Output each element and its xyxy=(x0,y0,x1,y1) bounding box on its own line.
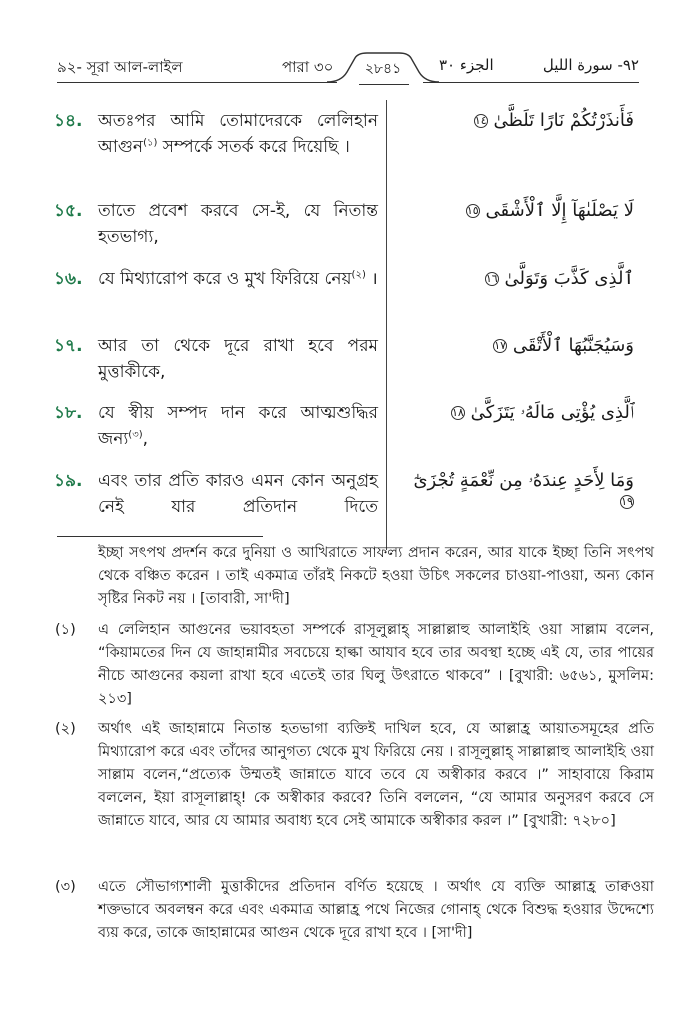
arabic-text: فَأَنذَرْتُكُمْ نَارًا تَلَظَّىٰ xyxy=(493,110,634,131)
verse-19-arabic xyxy=(404,470,634,512)
verse-text: যে স্বীয় সম্পদ দান করে আত্মশুদ্ধির জন্য xyxy=(98,403,378,449)
footnote-ref[interactable]: (৩) xyxy=(128,429,143,441)
verse-number: ১৭. xyxy=(54,336,83,356)
header-rule-right xyxy=(423,82,639,83)
verse-text-tail: সম্পর্কে সতর্ক করে দিয়েছি । xyxy=(157,137,350,157)
juz-label-arabic: الجزء ٣٠ xyxy=(439,56,494,74)
verse-text: অতঃপর আমি তোমাদেরকে লেলিহান আগুন xyxy=(98,111,378,157)
ayah-end-icon: ١٧ xyxy=(494,339,507,352)
surah-title-bengali: ৯২- সূরা আল-লাইল xyxy=(57,58,183,76)
verse-translation xyxy=(98,266,378,292)
arabic-text: لَا يَصْلَىٰهَآ إِلَّا ٱلْأَشْقَى xyxy=(485,200,634,221)
footnote-text: এ লেলিহান আগুনের ভয়াবহতা সম্পর্কে রাসূলুল্লাহ্ সাল্লাল্লাহু আলাইহি ওয়া সাল্লাম বলেন, “কিয়ামতের দিন যে জাহান্নামীর সবচেয়ে হাল্কা আযাব হবে তার অবস্থা হচ্ছে এই যে, তার পায়ের নীচে আগুনের কয়লা রাখা হবে এতেই তার ঘিলু উৎরাতে থাকবে” । [বুখারী: ৬৫৬১, মুসলিম: ২১৩] xyxy=(98,622,654,707)
verse-text-tail: , xyxy=(142,429,149,449)
verse-text: এবং তার প্রতি কারও এমন কোন অনুগ্রহ নেই যার প্রতিদান দিতে xyxy=(98,471,378,517)
verse-18-arabic xyxy=(404,402,634,423)
verse-text: আর তা থেকে দূরে রাখা হবে পরম মুত্তাকীকে, xyxy=(98,336,378,382)
header-rule-left xyxy=(57,82,337,83)
arabic-text: وَمَا لِأَحَدٍ عِندَهُۥ مِن نِّعْمَةٍ تُجْزَىٰٓ xyxy=(413,470,634,491)
verse-15-arabic xyxy=(404,200,634,221)
ayah-end-icon: ١٨ xyxy=(452,406,464,419)
ayah-end-icon: ١٥ xyxy=(466,204,479,217)
verse-text: যে মিথ্যারোপ করে ও মুখ ফিরিয়ে নেয় xyxy=(98,269,352,289)
verse-number: ১৯. xyxy=(54,471,83,491)
footnote-number: (১) xyxy=(55,622,76,638)
footnote-number: (৩) xyxy=(55,879,76,895)
column-divider xyxy=(386,100,387,550)
footnote-ref[interactable]: (২) xyxy=(351,269,366,281)
verse-14-arabic xyxy=(404,110,634,131)
verse-number: ১৬. xyxy=(54,269,83,289)
arabic-text: ٱلَّذِى يُؤْتِى مَالَهُۥ يَتَزَكَّىٰ xyxy=(470,402,634,423)
verse-16-arabic xyxy=(404,268,634,289)
para-label: পারা ৩০ xyxy=(282,58,334,76)
verse-translation xyxy=(98,400,378,452)
verse-text-tail: । xyxy=(365,269,378,289)
verse-number: ১৪. xyxy=(54,111,83,131)
footnote-separator xyxy=(57,536,263,537)
page-header xyxy=(57,50,639,90)
surah-title-arabic: ٩٢- سورة الليل xyxy=(542,56,639,74)
arabic-text: وَسَيُجَنَّبُهَا ٱلْأَتْقَى xyxy=(512,335,634,356)
verse-number: ১৫. xyxy=(54,201,83,221)
footnote-ref[interactable]: (১) xyxy=(143,137,158,149)
verse-17-arabic xyxy=(404,335,634,356)
ayah-end-icon: ١٦ xyxy=(485,272,498,285)
page-number-underline xyxy=(359,84,409,85)
verse-text: তাতে প্রবেশ করবে সে-ই, যে নিতান্ত হতভাগ্য, xyxy=(98,201,378,247)
ayah-end-icon: ١٩ xyxy=(621,495,633,508)
footnote-text: অর্থাৎ এই জাহান্নামে নিতান্ত হতভাগা ব্যক্তিই দাখিল হবে, যে আল্লাহ্র আয়াতসমূহের প্রতি মিথ্যারোপ করে এবং তাঁদের আনুগত্য থেকে মুখ ফিরিয়ে নেয় । রাসূলুল্লাহ্ সাল্লাল্লাহু আলাইহি ওয়া সাল্লাম বলেন,“প্রত্যেক উম্মতই জান্নাতে যাবে তবে যে অস্বীকার করবে ।” সাহাবায়ে কিরাম বললেন, ইয়া রাসূলাল্লাহ্! কে অস্বীকার করবে? তিনি বললেন, “যে আমার অনুসরণ করবে সে জান্নাতে যাবে, আর যে আমার অবাধ্য হবে সেই আমাকে অস্বীকার করল ।” [বুখারী: ৭২৮০] xyxy=(98,721,654,829)
verse-translation xyxy=(98,468,378,520)
verse-translation xyxy=(98,198,378,250)
verse-translation xyxy=(98,108,378,160)
footnote-text: এতে সৌভাগ্যশালী মুত্তাকীদের প্রতিদান বর্ণিত হয়েছে । অর্থাৎ যে ব্যক্তি আল্লাহ্র তাক্বওয়া শক্তভাবে অবলম্বন করে এবং একমাত্র আল্লাহ্র পথে নিজের গোনাহ্ থেকে বিশুদ্ধ হওয়ার উদ্দেশ্যে ব্যয় করে, তাকে জাহান্নামের আগুন থেকে দূরে রাখা হবে । [সা'দী] xyxy=(98,879,654,941)
footnote-number: (২) xyxy=(55,721,76,737)
ayah-end-icon: ١٤ xyxy=(474,114,487,127)
verse-number: ১৮. xyxy=(54,403,83,423)
page-number: ২৮৪১ xyxy=(364,61,402,77)
footnote-continuation: ইচ্ছা সৎপথ প্রদর্শন করে দুনিয়া ও আখিরাতে সাফল্য প্রদান করেন, আর যাকে ইচ্ছা তিনি সৎপথ থেকে বঞ্চিত করেন । তাই একমাত্র তাঁরই নিকটে হওয়া উচিৎ সকলের চাওয়া-পাওয়া, অন্য কোন সৃষ্টির নিকট নয় । [তাবারী, সা'দী] xyxy=(98,545,654,607)
verse-translation xyxy=(98,333,378,385)
arabic-text: ٱلَّذِى كَذَّبَ وَتَوَلَّىٰ xyxy=(504,268,634,289)
